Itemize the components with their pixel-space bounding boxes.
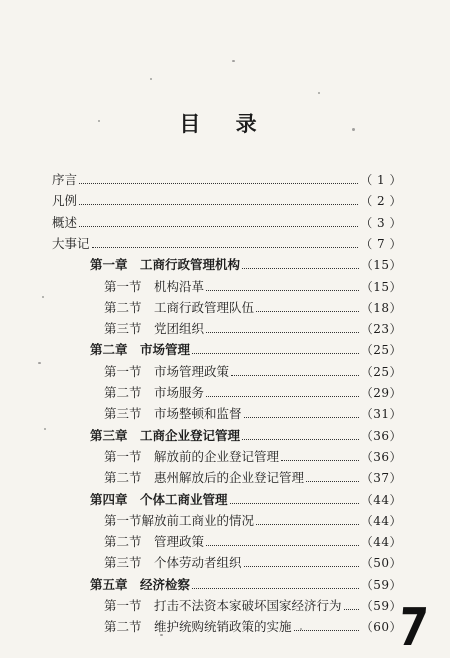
dot-leader <box>344 609 359 610</box>
toc-section-entry <box>104 364 402 380</box>
toc-entry-label: 概述 <box>52 215 78 230</box>
dot-leader <box>242 268 359 269</box>
dot-leader <box>206 545 359 546</box>
toc-chapter-entry <box>90 257 402 273</box>
toc-entry-label: 第三节 个体劳动者组织 <box>104 555 242 570</box>
toc-entry-label: 第二节 市场服务 <box>104 385 205 400</box>
toc-page-number: （ 7 ） <box>360 237 402 251</box>
dot-leader <box>256 311 359 312</box>
dot-leader <box>294 630 359 631</box>
toc-front-matter-entry <box>52 215 402 231</box>
toc-entry-label: 第一节 打击不法资本家破坏国家经济行为 <box>104 598 342 613</box>
toc-chapter-entry <box>90 342 402 358</box>
dot-leader <box>244 566 359 567</box>
toc-entry-label: 第一章 工商行政管理机构 <box>90 257 241 272</box>
toc-page-number: （29） <box>360 386 402 400</box>
toc-page-number: （44） <box>360 514 402 528</box>
toc-entry-label: 凡例 <box>52 193 78 208</box>
toc-entry-label: 第二章 市场管理 <box>90 342 191 357</box>
dot-leader <box>256 524 359 525</box>
toc-entry-label: 第二节 维护统购统销政策的实施 <box>104 619 292 634</box>
toc-section-entry <box>104 321 402 337</box>
toc-entry-label: 第五章 经济检察 <box>90 577 191 592</box>
toc-section-entry <box>104 300 402 316</box>
toc-page-number: （31） <box>360 407 402 421</box>
dot-leader <box>192 588 359 589</box>
dot-leader <box>92 247 359 248</box>
toc-section-entry <box>104 470 402 486</box>
toc-page-number: （37） <box>360 471 402 485</box>
dot-leader <box>242 439 359 440</box>
toc-section-entry <box>104 513 402 529</box>
toc-page-number: （25） <box>360 365 402 379</box>
toc-page-number: （60） <box>360 620 402 634</box>
toc-page-number: （25） <box>360 343 402 357</box>
toc-page-number: （44） <box>360 493 402 507</box>
toc-entry-label: 第三章 工商企业登记管理 <box>90 428 241 443</box>
dot-leader <box>192 353 359 354</box>
toc-page-number: （36） <box>360 429 402 443</box>
toc-section-entry <box>104 555 402 571</box>
toc-page-number: （59） <box>360 599 402 613</box>
toc-entry-label: 第一节 市场管理政策 <box>104 364 230 379</box>
toc-page-number: （ 2 ） <box>360 194 402 208</box>
dot-leader <box>79 183 358 184</box>
toc-chapter-entry <box>90 428 402 444</box>
toc-entry-label: 第一节 机构沿革 <box>104 279 205 294</box>
toc-page-number: （15） <box>360 280 402 294</box>
dot-leader <box>231 375 359 376</box>
dot-leader <box>230 503 359 504</box>
dot-leader <box>306 481 359 482</box>
toc-front-matter-entry <box>52 193 402 209</box>
toc-page-number: （23） <box>360 322 402 336</box>
toc-section-entry <box>104 619 402 635</box>
toc-page-number: （50） <box>360 556 402 570</box>
page-title: 目 录 <box>179 111 271 136</box>
toc-page-number: （15） <box>360 258 402 272</box>
dot-leader <box>206 332 359 333</box>
toc-entry-label: 第二节 工商行政管理队伍 <box>104 300 255 315</box>
handwritten-page-mark: 7 <box>396 598 431 658</box>
toc-entry-label: 序言 <box>52 172 78 187</box>
dot-leader <box>206 290 359 291</box>
toc-entry-label: 第二节 惠州解放后的企业登记管理 <box>104 470 305 485</box>
toc-section-entry <box>104 406 402 422</box>
toc-entry-label: 大事记 <box>52 236 90 251</box>
dot-leader <box>244 417 359 418</box>
toc-section-entry <box>104 449 402 465</box>
toc-section-entry <box>104 598 402 614</box>
dot-leader <box>281 460 359 461</box>
toc-entry-label: 第三节 党团组织 <box>104 321 205 336</box>
toc-page-number: （ 3 ） <box>360 216 402 230</box>
toc-section-entry <box>104 385 402 401</box>
dot-leader <box>79 204 358 205</box>
toc-entry-label: 第一节解放前工商业的情况 <box>104 513 255 528</box>
dot-leader <box>206 396 359 397</box>
toc-front-matter-entry <box>52 236 402 252</box>
toc-page-number: （36） <box>360 450 402 464</box>
toc-chapter-entry <box>90 492 402 508</box>
toc-entry-label: 第三节 市场整顿和监督 <box>104 406 242 421</box>
toc-entry-label: 第二节 管理政策 <box>104 534 205 549</box>
toc-page-number: （44） <box>360 535 402 549</box>
toc-page-number: （ 1 ） <box>360 173 402 187</box>
toc-page-number: （59） <box>360 578 402 592</box>
toc-section-entry <box>104 534 402 550</box>
toc-chapter-entry <box>90 577 402 593</box>
toc-entry-label: 第一节 解放前的企业登记管理 <box>104 449 280 464</box>
toc-entry-label: 第四章 个体工商业管理 <box>90 492 228 507</box>
toc-section-entry <box>104 279 402 295</box>
dot-leader <box>79 226 358 227</box>
toc-front-matter-entry <box>52 172 402 188</box>
toc-page-number: （18） <box>360 301 402 315</box>
